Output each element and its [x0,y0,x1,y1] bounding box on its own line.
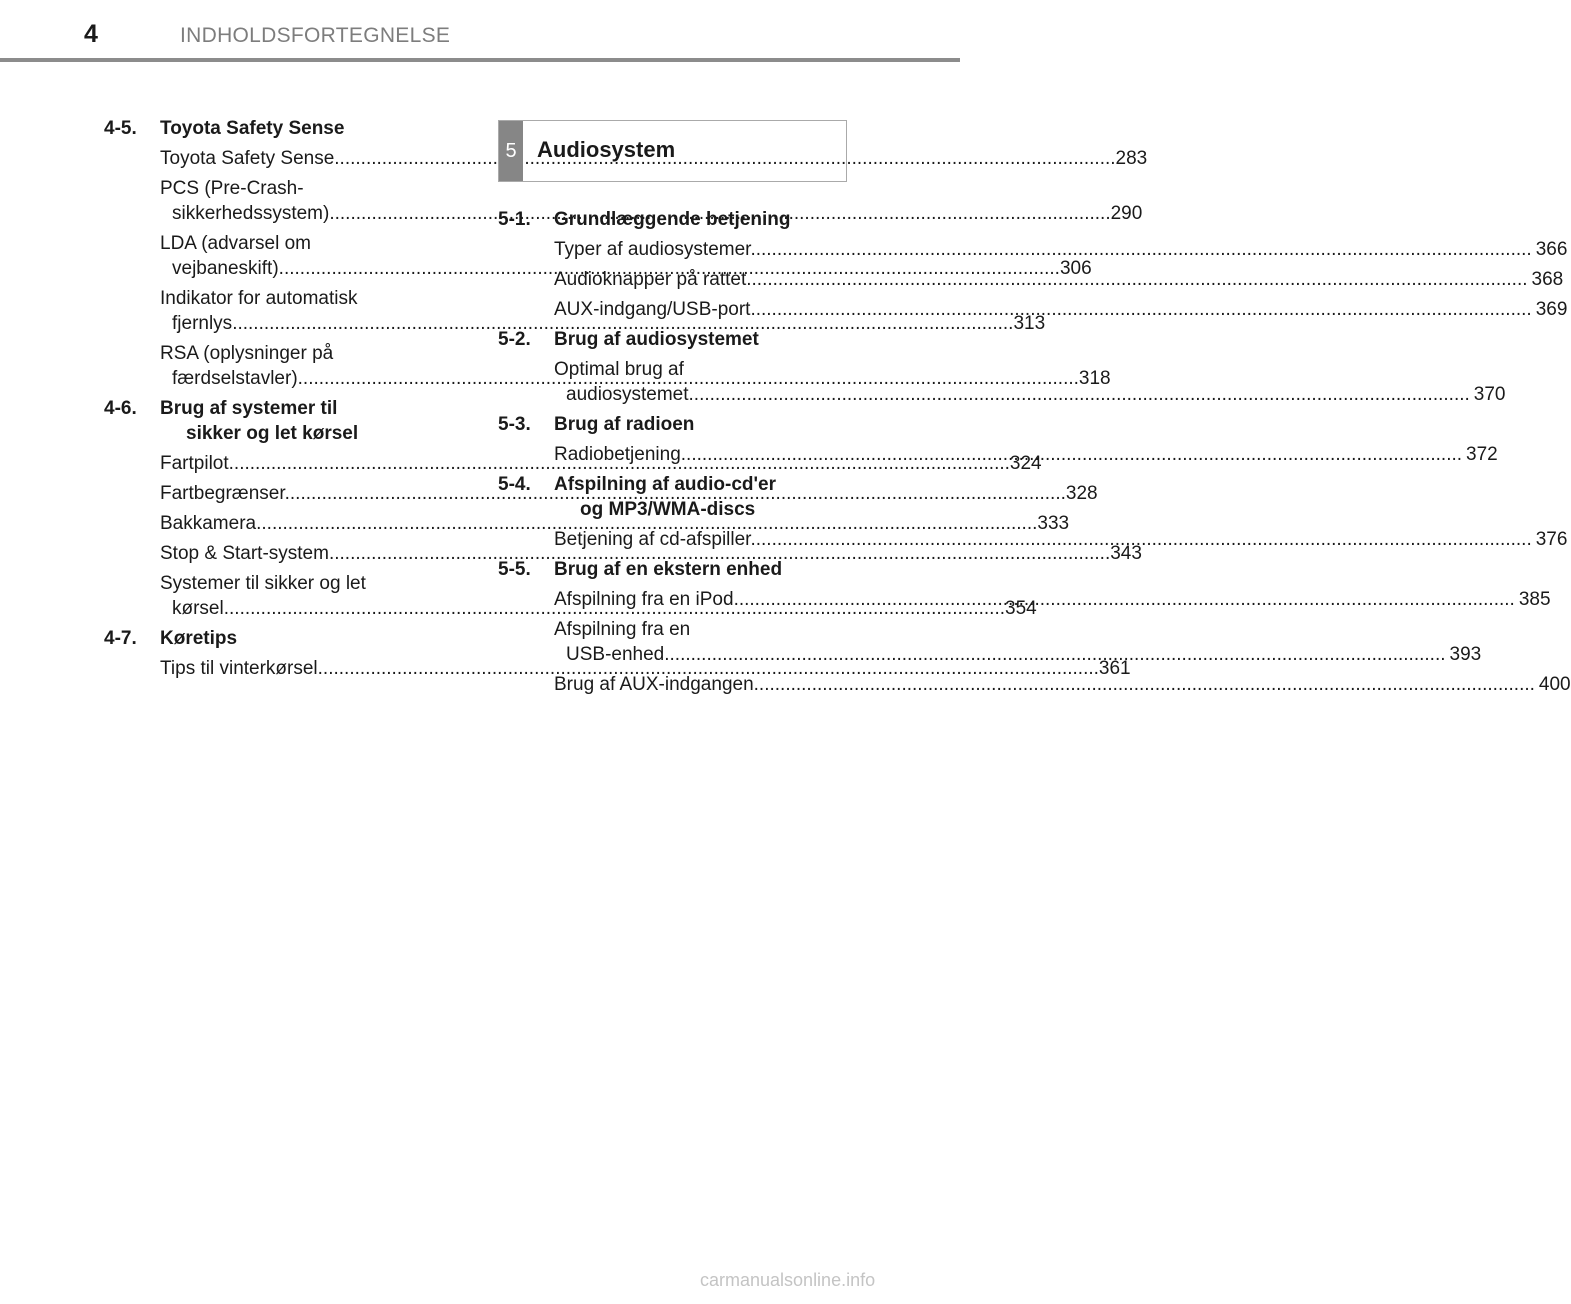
section-title [498,472,838,522]
page-reference[interactable]: 354 [1005,598,1037,619]
page-reference[interactable]: 369 [1535,299,1568,320]
toc-entry[interactable] [498,297,1568,322]
toc-entry-text: AUX-indgang/USB-port [554,299,751,320]
toc-entry-text: Fartpilot [160,453,229,474]
page-reference[interactable]: 370 [1473,384,1506,405]
toc-section [498,472,838,522]
toc-entry-line: RSA (oplysninger på [160,343,334,364]
section-title [498,327,838,352]
toc-section [104,116,450,141]
page-reference[interactable]: 324 [1009,453,1042,474]
dot-leader [750,529,1531,550]
toc-entry-text: Bakkamera [160,513,257,534]
toc-entry-text: audiosystemet [566,384,689,405]
chapter-heading-box [498,120,847,182]
page-reference[interactable]: 372 [1466,444,1498,465]
toc-entry-text: Afspilning fra en iPod [554,589,734,610]
page-reference[interactable]: 385 [1518,589,1551,610]
page-reference[interactable]: 333 [1037,513,1070,534]
page-reference[interactable]: 400 [1538,674,1571,695]
toc-section [498,412,838,437]
dot-leader [734,589,1515,610]
watermark: carmanualsonline.info [700,1270,876,1290]
page-reference[interactable]: 306 [1059,258,1092,279]
section-title-line: Brug af systemer til [160,398,338,419]
page-reference[interactable]: 283 [1115,148,1148,169]
toc-entry-title [160,511,1070,536]
toc-entry-text: USB-enhed [566,644,665,665]
section-title-line: Brug af audiosystemet [554,329,759,350]
toc-entry-title [160,541,1142,566]
page-reference[interactable]: 313 [1013,313,1046,334]
page-reference[interactable]: 290 [1110,203,1143,224]
section-title-line: Grundlæggende betjening [554,209,791,230]
section-title-line: Toyota Safety Sense [160,118,345,139]
section-number: 5-2. [498,329,531,350]
section-number: 4-6. [104,398,137,419]
toc-entry-text: Betjening af cd-afspiller [554,529,751,550]
toc-entry[interactable] [498,672,1571,697]
section-title-line: Brug af radioen [554,414,695,435]
toc-entry-title [554,297,1568,322]
section-title [498,207,838,232]
dot-leader [746,269,1527,290]
toc-entry-text: kørsel [172,598,224,619]
toc-entry[interactable] [498,617,1482,667]
dot-leader [750,239,1531,260]
dot-leader [689,384,1470,405]
toc-entry-text: sikkerhedssystem) [172,203,330,224]
dot-leader [754,674,1535,695]
toc-entry-text: vejbaneskift) [172,258,279,279]
toc-entry[interactable] [104,541,1142,566]
toc-section [498,557,838,582]
toc-entry-text: Fartbegrænser [160,483,285,504]
page-reference[interactable]: 393 [1449,644,1482,665]
toc-entry-line: LDA (advarsel om [160,233,312,254]
page-header [0,0,960,66]
page-reference[interactable]: 361 [1098,658,1131,679]
toc-entry-title [554,382,1506,407]
section-title [498,557,838,582]
toc-entry-title [160,311,1046,336]
header-divider [0,58,960,62]
header-title: INDHOLDSFORTEGNELSE [180,24,451,47]
toc-entry-title [554,672,1571,697]
section-title-line: sikker og let kørsel [186,423,359,444]
toc-entry-text: Radiobetjening [554,444,681,465]
section-number: 5-3. [498,414,531,435]
toc-entry-line: Systemer til sikker og let [160,573,366,594]
section-title [104,626,450,651]
toc-entry-text: fjernlys [172,313,233,334]
toc-entry-title [160,656,1131,681]
toc-entry-line: PCS (Pre-Crash- [160,178,304,199]
section-title [104,116,450,141]
toc-entry-title [554,642,1482,667]
dot-leader [750,299,1531,320]
toc-entry[interactable] [104,656,1131,681]
section-title [104,396,450,446]
toc-section [104,626,450,651]
toc-entry-text: Typer af audiosystemer [554,239,751,260]
toc-entry-text: Brug af AUX-indgangen [554,674,754,695]
toc-entry-text: færdselstavler) [172,368,298,389]
section-number: 5-4. [498,474,531,495]
chapter-title: Audiosystem [537,137,676,162]
toc-section [498,207,838,232]
toc-section [104,396,450,446]
toc-entry-text: Stop & Start-system [160,543,329,564]
page-reference[interactable]: 328 [1065,483,1098,504]
section-number: 4-5. [104,118,137,139]
page-reference[interactable]: 366 [1535,239,1568,260]
section-title-line: Afspilning af audio-cd'er [554,474,776,495]
toc-entry[interactable] [498,237,1568,262]
section-number: 5-5. [498,559,531,580]
section-title-line: og MP3/WMA-discs [580,499,756,520]
toc-entry-title [554,237,1568,262]
section-title [498,412,838,437]
dot-leader [681,444,1462,465]
page-reference[interactable]: 343 [1110,543,1142,564]
section-number: 5-1. [498,209,531,230]
page-reference[interactable]: 318 [1078,368,1111,389]
page-reference[interactable]: 376 [1535,529,1568,550]
section-title-line: Brug af en ekstern enhed [554,559,783,580]
section-title-line: Køretips [160,628,238,649]
page-number: 4 [84,20,98,48]
toc-entry-text: Toyota Safety Sense [160,148,335,169]
dot-leader [664,644,1445,665]
section-number: 4-7. [104,628,137,649]
toc-entry-title [554,527,1568,552]
toc-entry-line: Afspilning fra en [554,619,691,640]
toc-entry-text: Audioknapper på rattet [554,269,747,290]
toc-entry-text: Tips til vinterkørsel [160,658,318,679]
toc-section [498,327,838,352]
toc-entry-line: Optimal brug af [554,359,684,380]
toc-entry[interactable] [498,527,1568,552]
page-reference[interactable]: 368 [1531,269,1564,290]
chapter-number-tab: 5 [499,121,523,181]
toc-entry[interactable] [104,511,1070,536]
toc-entry-line: Indikator for automatisk [160,288,358,309]
